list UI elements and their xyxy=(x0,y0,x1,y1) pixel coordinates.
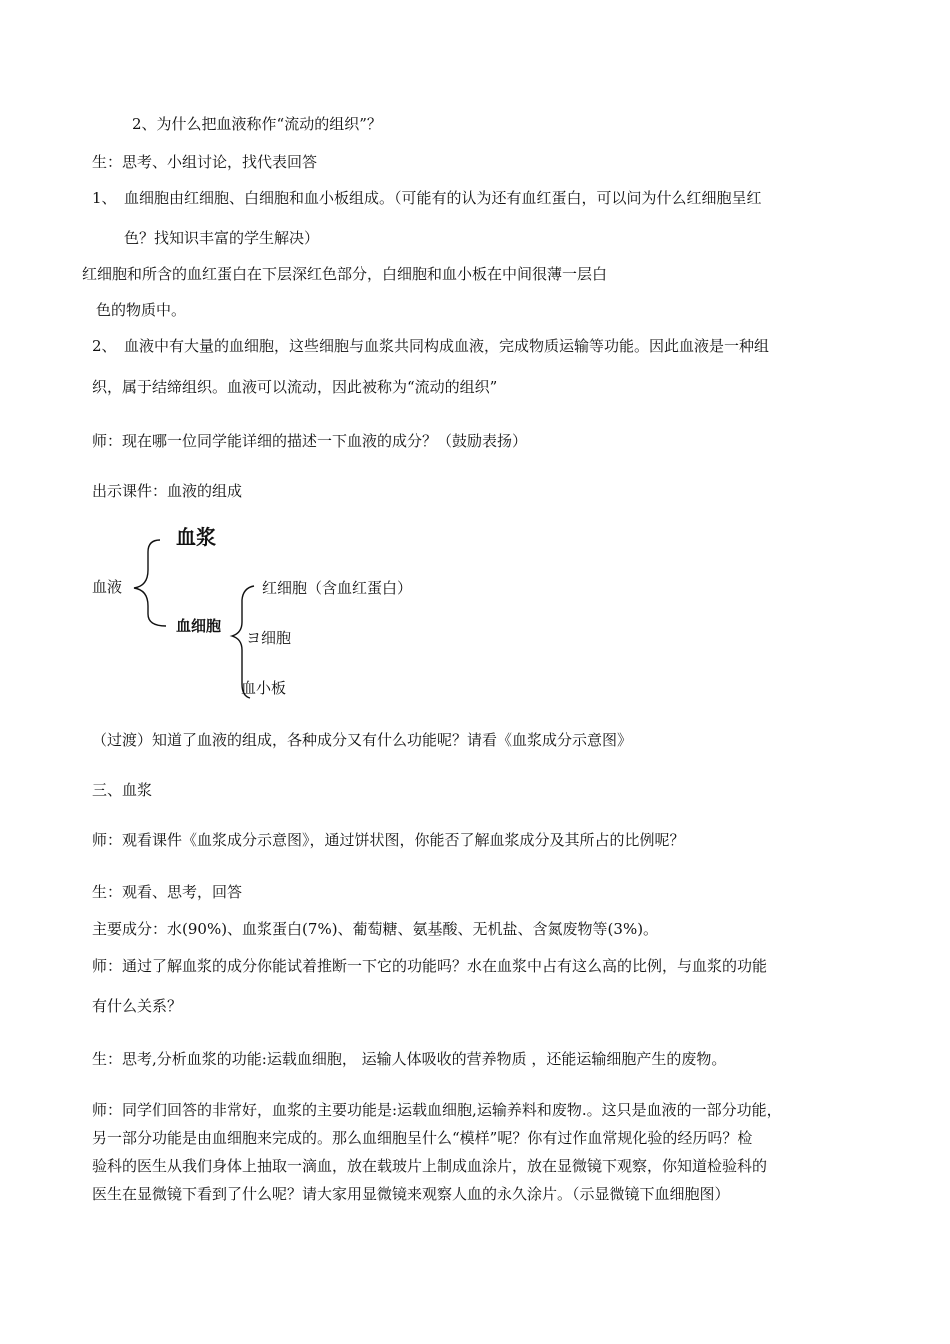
teacher-statement-line-2: 另一部分功能是由血细胞来完成的。那么血细胞呈什么“模样”呢？你有过作血常规化验的经历吗？检 xyxy=(92,1129,753,1147)
teacher-question-3-continuation: 有什么关系？ xyxy=(92,997,183,1015)
teacher-question-3: 师：通过了解血浆的成分你能试着推断一下它的功能吗？水在血浆中占有这么高的比例，与血浆的功能 xyxy=(92,957,768,975)
answer-1-text: 血细胞由红细胞、白细胞和血小板组成。（可能有的认为还有血红蛋白，可以问为什么红细胞呈红 xyxy=(124,189,762,207)
section-3-heading: 三、血浆 xyxy=(92,781,153,799)
answer-1-continuation: 色？找知识丰富的学生解决） xyxy=(124,229,320,247)
student-answer-2: 生：观看、思考，回答 xyxy=(92,883,243,901)
student-answer-line: 生：思考、小组讨论，找代表回答 xyxy=(92,153,318,171)
teacher-question-1: 师：现在哪一位同学能详细的描述一下血液的成分？（鼓励表扬） xyxy=(92,432,528,450)
red-cell-note: 红细胞和所含的血红蛋白在下层深红色部分，白细胞和血小板在中间很薄一层白 xyxy=(82,265,608,283)
main-components-line: 主要成分：水(90%)、血浆蛋白(7%)、葡萄糖、氨基酸、无机盐、含氮废物等(3%)。 xyxy=(92,920,659,938)
answer-2-continuation: 织，属于结缔组织。血液可以流动，因此被称为“流动的组织” xyxy=(92,378,498,396)
teacher-statement-line-1: 师：同学们回答的非常好，血浆的主要功能是:运载血细胞,运输养料和废物.。这只是血液的一部分功能， xyxy=(92,1101,782,1119)
teacher-question-2: 师：观看课件《血浆成分示意图》，通过饼状图，你能否了解血浆成分及其所占的比例呢？ xyxy=(92,831,685,849)
diagram-red-cells: 红细胞（含血红蛋白） xyxy=(262,579,413,597)
diagram-white-cells: ヨ细胞 xyxy=(246,629,292,647)
red-cell-note-continuation: 色的物质中。 xyxy=(96,301,187,319)
student-answer-3: 生：思考,分析血浆的功能:运载血细胞， 运输人体吸收的营养物质 ，还能运输细胞产生的废物。 xyxy=(92,1050,727,1068)
diagram-root-blood: 血液 xyxy=(92,578,123,596)
diagram-plasma: 血浆 xyxy=(176,525,216,549)
question-2: 2、为什么把血液称作“流动的组织”？ xyxy=(132,115,382,133)
answer-1-number: 1、 xyxy=(92,189,117,207)
diagram-platelets: 血小板 xyxy=(241,679,287,697)
teacher-statement-line-3: 验科的医生从我们身体上抽取一滴血，放在载玻片上制成血涂片，放在显微镜下观察，你知道检验科的 xyxy=(92,1157,768,1175)
teacher-statement-line-4: 医生在显微镜下看到了什么呢？请大家用显微镜来观察人血的永久涂片。（示显微镜下血细胞图） xyxy=(92,1185,730,1203)
transition-line: （过渡）知道了血液的组成，各种成分又有什么功能呢？请看《血浆成分示意图》 xyxy=(92,731,633,749)
show-courseware-line: 出示课件：血液的组成 xyxy=(92,482,243,500)
answer-2-text: 血液中有大量的血细胞，这些细胞与血浆共同构成血液，完成物质运输等功能。因此血液是一种组 xyxy=(124,337,770,355)
diagram-blood-cells: 血细胞 xyxy=(176,617,222,635)
answer-2-number: 2、 xyxy=(92,337,117,355)
main-brace xyxy=(134,540,166,626)
